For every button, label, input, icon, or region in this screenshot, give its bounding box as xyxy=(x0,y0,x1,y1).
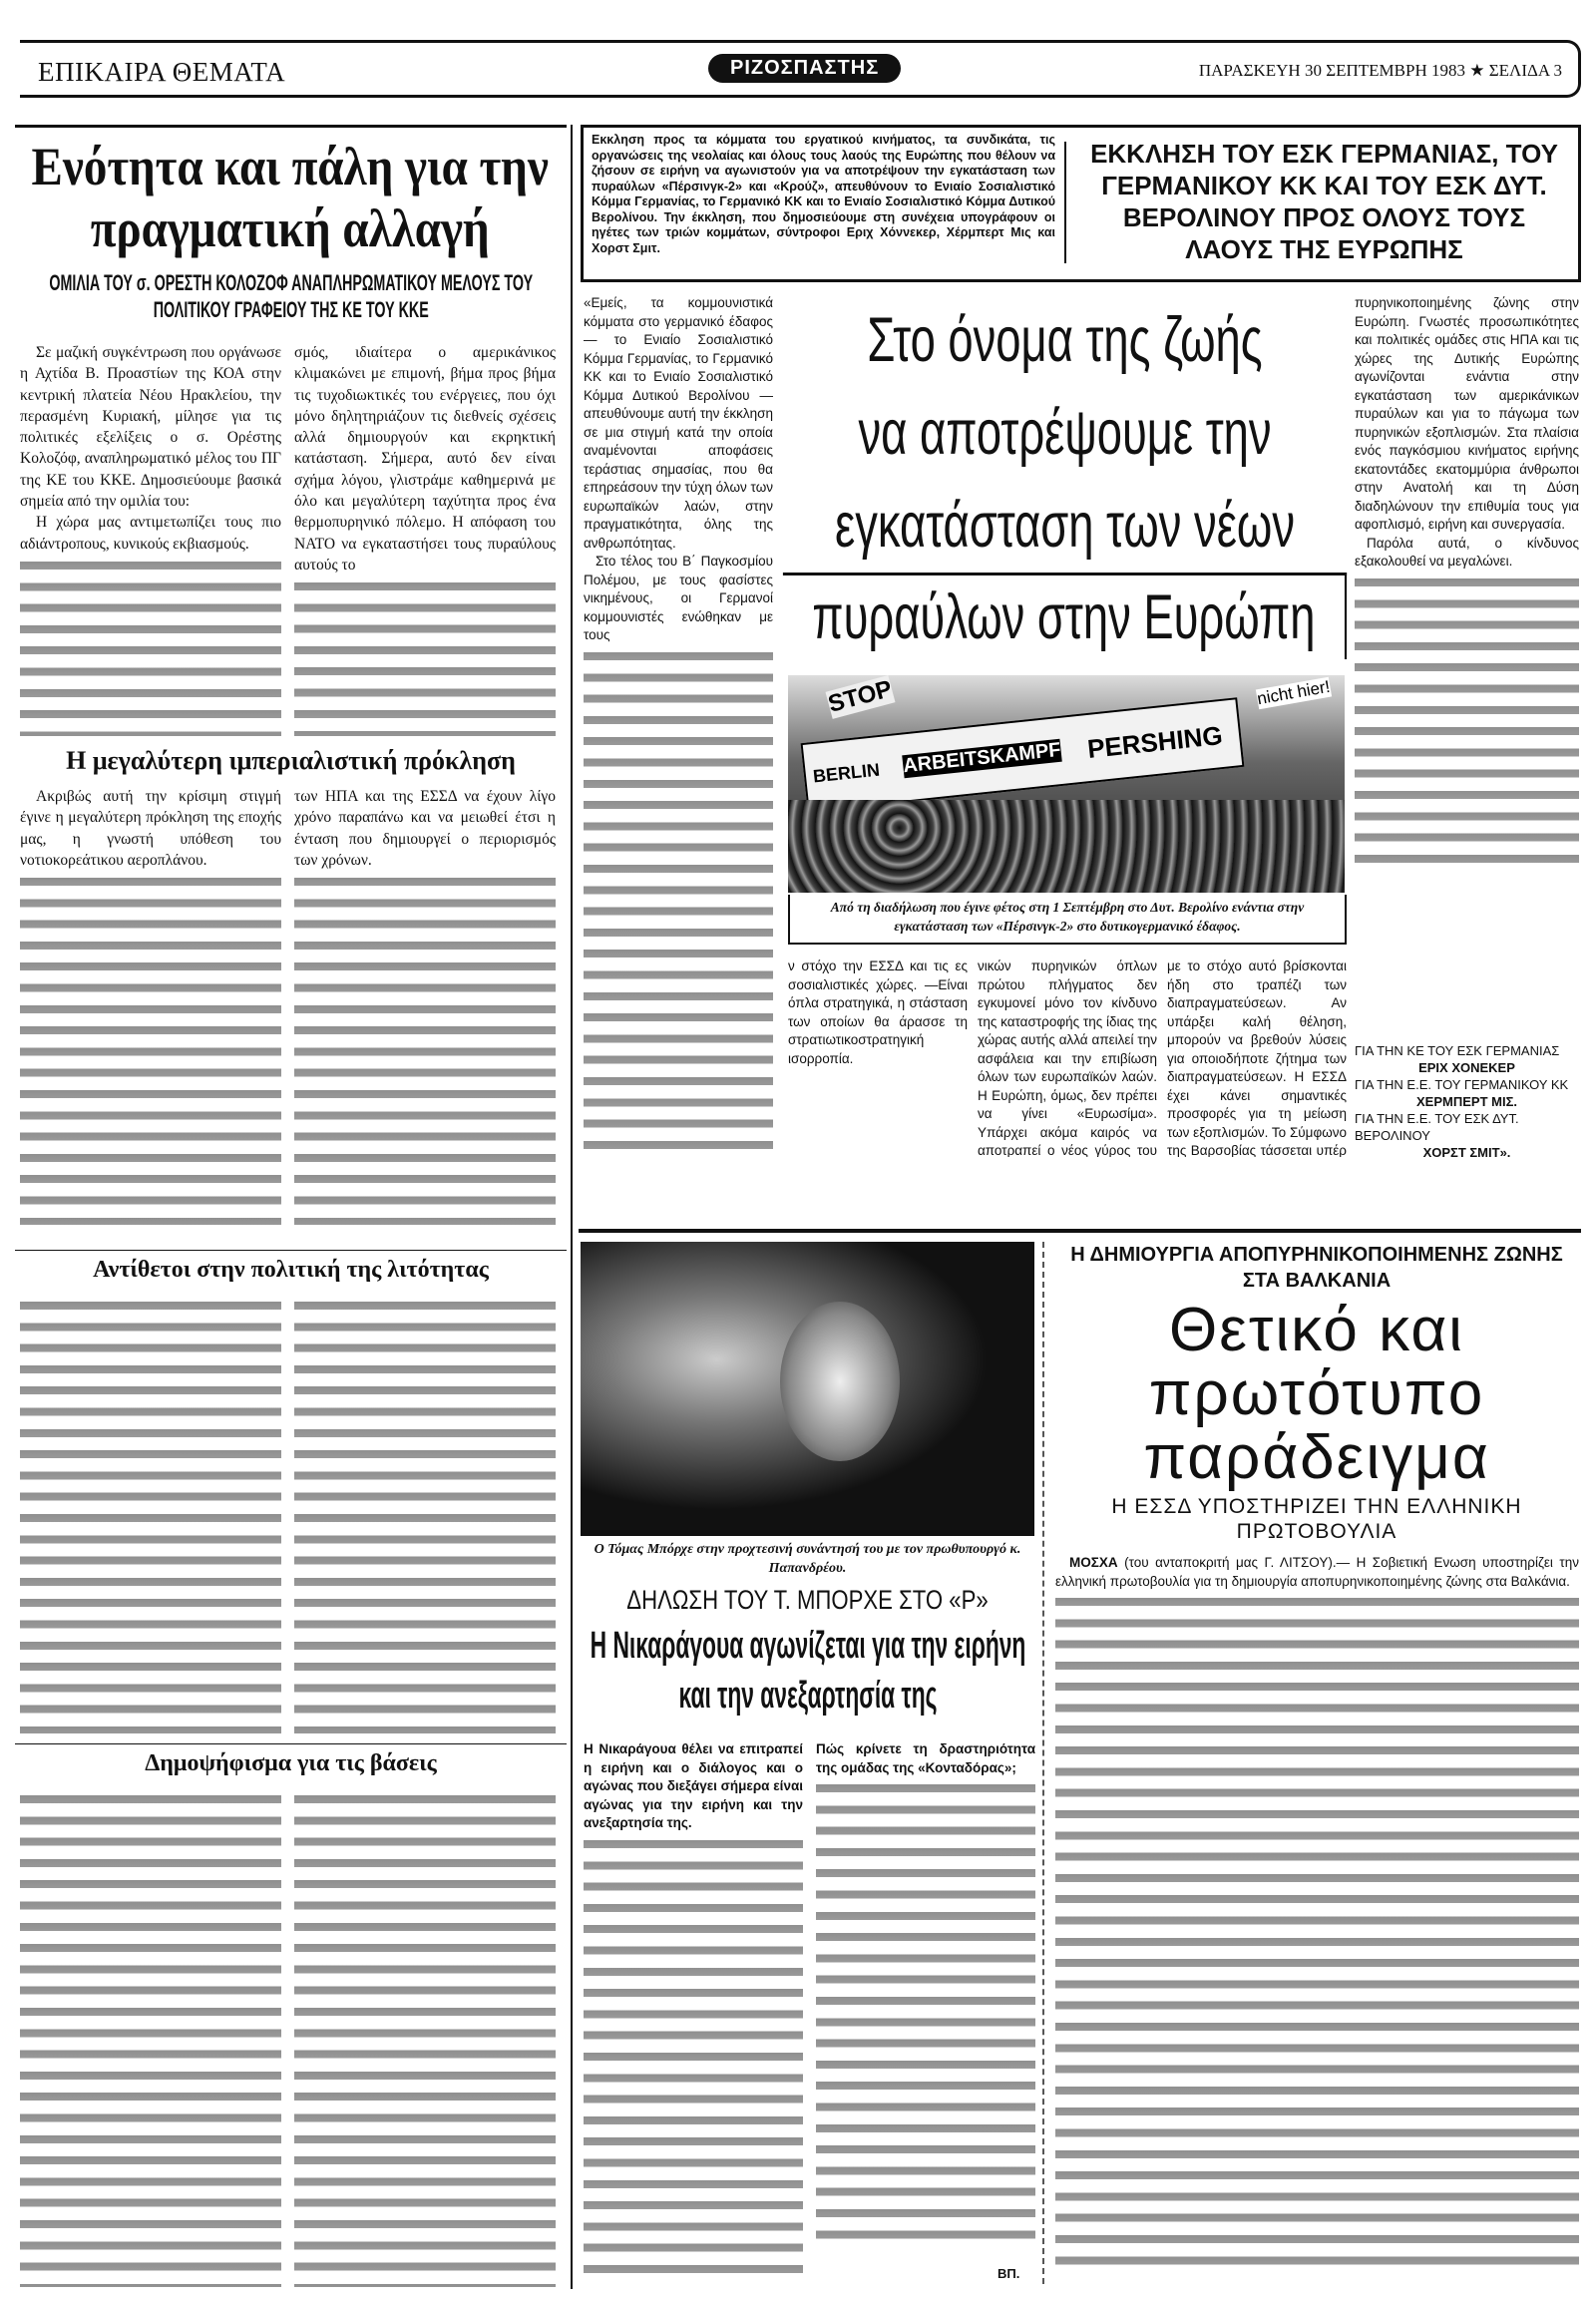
section-heading-referendum: Δημοψήφισμα για τις βάσεις xyxy=(15,1743,567,1777)
masthead-logo: ΡΙΖΟΣΠΑΣΤΗΣ xyxy=(708,54,901,83)
left-subheadline: ΟΜΙΛΙΑ ΤΟΥ σ. ΟΡΕΣΤΗ ΚΟΛΟΖΟΦ ΑΝΑΠΛΗΡΩΜΑΤΙΚΟΥ ΜΕΛΟΥΣ ΤΟΥ ΠΟΛΙΤΙΚΟΥ ΓΡΑΦΕΙΟΥ ΤΗΣ ΚΕ ΤΟΥ ΚΚΕ xyxy=(49,270,534,322)
nicaragua-col-1 xyxy=(584,1740,803,2284)
banner-stop: STOP xyxy=(825,675,896,718)
headline-line: παράδειγμα xyxy=(1143,1423,1490,1492)
text-lines xyxy=(1055,1591,1579,2269)
text-lines xyxy=(584,645,773,1153)
dateline: ΜΟΣΧΑ xyxy=(1069,1555,1118,1570)
headline-line: Στο όνομα της ζωής xyxy=(867,305,1263,375)
banner-berlin: BERLIN xyxy=(812,759,881,787)
nicaragua-col1-text: Η Νικαράγουα θέλει να επιτραπεί η ειρήνη και ο διάλογος και ο αγώνας που διεξάγει σήμερα είναι αγώνας για την ειρήνη και την ανεξαρτησία της. xyxy=(584,1741,803,1830)
text-lines xyxy=(816,1777,1035,2246)
left-s2-col-1 xyxy=(20,786,281,1225)
nicaragua-kicker: ΔΗΛΩΣΗ ΤΟΥ Τ. ΜΠΟΡΧΕ ΣΤΟ «Ρ» xyxy=(626,1585,989,1615)
headline-line: να αποτρέψουμε την xyxy=(858,398,1272,468)
text-lines xyxy=(584,1833,803,2282)
nicaragua-col-2 xyxy=(816,1740,1035,2259)
appeal-intro: Εκκληση προς τα κόμματα του εργατικού κινήματος, τα συνδικάτα, τις οργανώσεις της νεολαίας και όλους τους λαούς της Ευρώπης που θέλουν να ζήσουν σε ειρήνη να αγωνιστούν για να αποτρέψουν την εγκατάσταση των πυραύλων «Πέρσινγκ-2» και «Κρούζ», απευθύνουν το Ενιαίο Σοσιαλιστικό Κόμμα Γερμανίας, το Γερμανικό ΚΚ και το Ενιαίο Σοσιαλιστικό Κόμμα Δυτικού Βερολίνου. Την έκκληση, που δημοσιεύουμε στη συνέχεια υπογράφουν οι ηγέτες των τριών κομμάτων, σύντροφοι Εριχ Χόννεκερ, Χέρμπερτ Μις και Χορστ Σμιτ. xyxy=(592,133,1055,255)
lower-text-3: με το στόχο αυτό βρίσκονται ήδη στο τραπέζι των διαπραγματεύσεων. Αν υπάρξει καλή θέληση, μπορούν να βρεθούν λύσεις για οποιοδήποτε ζήτημα των διαπραγματεύσεων. Η ΕΣΣΔ έχει κάνει σημαντικές προσφορές για τη μείωση των εξοπλισμών. Το Σύμφωνο της Βαρσοβίας τάσσεται υπέρ xyxy=(1167,958,1347,1157)
text-lines xyxy=(294,1788,556,2287)
text-lines xyxy=(294,1295,556,1733)
left-headline: Ενότητα και πάλη για την πραγματική αλλαγή xyxy=(31,137,549,258)
balkan-headline xyxy=(1052,1296,1581,1492)
demonstration-caption: Από τη διαδήλωση που έγινε φέτος στη 1 Σεπτέμβρη στο Δυτ. Βερολίνο ενάντια στην εγκατάσταση των «Πέρσινγκ-2» στο δυτικογερμανικό έδαφος. xyxy=(830,900,1305,934)
signature-role: ΓΙΑ ΤΗΝ Ε.Ε. ΤΟΥ ΓΕΡΜΑΝΙΚΟΥ ΚΚ xyxy=(1355,1077,1569,1092)
appeal-headline: ΕΚΚΛΗΣΗ ΤΟΥ ΕΣΚ ΓΕΡΜΑΝΙΑΣ, ΤΟΥ ΓΕΡΜΑΝΙΚΟΥ ΚΚ ΚΑΙ ΤΟΥ ΕΣΚ ΔΥΤ. ΒΕΡΟΛΙΝΟΥ ΠΡΟΣ ΟΛΟΥΣ ΤΟΥΣ ΛΑΟΥΣ ΤΗΣ ΕΥΡΩΠΗΣ xyxy=(1090,139,1558,264)
peace-right-text-2: Παρόλα αυτά, ο κίνδυνος εξακολουθεί να μεγαλώνει. xyxy=(1355,535,1579,569)
signature-role: ΓΙΑ ΤΗΝ ΚΕ ΤΟΥ ΕΣΚ ΓΕΡΜΑΝΙΑΣ xyxy=(1355,1043,1560,1058)
box-divider xyxy=(1064,142,1066,263)
text-lines xyxy=(20,1295,281,1733)
borge-photo-caption: Ο Τόμας Μπόρχε στην προχτεσινή συνάντησή του με τον πρωθυπουργό κ. Παπανδρέου. xyxy=(594,1542,1021,1576)
peace-headline xyxy=(783,294,1347,659)
lower-text-2: νικών πυρηνικών όπλων πρώτου πλήγματος δεν εγκυμονεί μόνο τον κίνδυνο της καταστροφής της ίδιας της χώρας αυτής αλλά απειλεί την ασφάλεια και την επιβίωση όλων των ευρωπαϊκών λαών. Η Ευρώπη, όμως, δεν πρέπει να γίνει «Ευρωσίμα». Υπάρχει ακόμα καιρός να αποτραπεί ο νέος γύρος του xyxy=(978,958,1157,1157)
headline-line: πρωτότυπο xyxy=(1148,1359,1485,1428)
headline-line: Θετικό και xyxy=(1169,1296,1464,1364)
headline-line: εγκατάσταση των νέων xyxy=(834,491,1296,561)
balkan-lead: (του ανταποκριτή μας Γ. ΛΙΤΣΟΥ).— Η Σοβιετική Ενωση υποστηρίζει την ελληνική πρωτοβουλία για τη δημιουργία αποπυρηνικοποιημένης ζώνης στα Βαλκάνια. xyxy=(1055,1555,1579,1589)
signatures xyxy=(1355,1042,1579,1161)
s2-col1-text: Ακριβώς αυτή την κρίσιμη στιγμή έγινε η μεγαλύτερη πρόκληση της εποχής μας, η γνωστή υπόθεση του νοτιοκορεάτικου αεροπλάνου. xyxy=(20,788,281,869)
text-lines xyxy=(20,871,281,1225)
section-heading-austerity: Αντίθετοι στην πολιτική της λιτότητας xyxy=(15,1250,567,1284)
balkan-body xyxy=(1055,1554,1579,2284)
peace-lower-col-2 xyxy=(978,958,1157,1157)
balkan-subheadline: Η ΕΣΣΔ ΥΠΟΣΤΗΡΙΖΕΙ ΤΗΝ ΕΛΛΗΝΙΚΗ ΠΡΩΤΟΒΟΥΛΙΑ xyxy=(1111,1495,1522,1543)
signature-name: ΧΟΡΣΤ ΣΜΙΤ». xyxy=(1422,1145,1511,1160)
horizontal-rule xyxy=(579,1229,1581,1233)
peace-left-col xyxy=(584,294,773,1152)
appeal-box xyxy=(581,125,1581,282)
text-lines xyxy=(294,871,556,1225)
banner-arbeit: ARBEITSKAMPF xyxy=(902,738,1062,778)
crowd xyxy=(788,800,1345,893)
left-article xyxy=(15,125,567,2289)
left-intro: Σε μαζική συγκέντρωση που οργάνωσε η Αχτίδα Β. Προαστίων της ΚΟΑ στην κεντρική πλατεία Νέου Ηρακλείου, την περασμένη Κυριακή, μίλησε για τις πολιτικές εξελίξεις ο σ. Ορέστης Κολοζόφ, αναπληρωματικό μέλος του ΠΓ της ΚΕ του ΚΚΕ. Δημοσιεύουμε βασικά σημεία από την ομιλία του: xyxy=(20,344,281,511)
page-header xyxy=(20,40,1581,98)
peace-right-text: πυρηνικοποιημένης ζώνης στην Ευρώπη. Γνωστές προσωπικότητες και πολιτικές ομάδες στις ΗΠΑ και τις χώρες της Δυτικής Ευρώπης αγωνίζονται ενάντια στην εγκατάσταση των αμερικάνικων πυραύλων και για το πάγωμα των πυρηνικών εξοπλισμών. Στα πλαίσια ενός παγκόσμιου κινήματος ειρήνης εκατοντάδες εκατομμύρια άνθρωποι στην Ανατολή και τη Δύση διαδηλώνουν την επιθυμία τους για αφοπλισμό, ειρήνη και συνεργασία. xyxy=(1355,295,1579,532)
signature-name: ΧΕΡΜΠΕΡΤ ΜΙΣ. xyxy=(1416,1094,1517,1109)
column-divider xyxy=(571,125,573,2289)
left-col2-text: σμός, ιδιαίτερα ο αμερικάνικος κλιμακώνει με επιμονή, βήμα προς βήμα τις τυχοδιωκτικές του ενέργειες, που όχι μόνο δηλητηριάζουν τις διεθνείς σχέσεις αλλά δημιουργούν και εκρηκτική κατάσταση. Σήμερα, αυτό δεν είναι σχήμα λόγου, γλιστράμε καθημερινά με όλο και μεγαλύτερη ταχύτητα προς ένα θερμοπυρηνικό πόλεμο. Η απόφαση του ΝΑΤΟ να εγκαταστήσει τους πυραύλους αυτούς το xyxy=(294,344,556,574)
headline-line: πυραύλων στην Ευρώπη xyxy=(783,573,1347,659)
left-col-1 xyxy=(20,342,281,736)
left-p1: Η χώρα μας αντιμετωπίζει τους πιο αδιάντροπους, κυνικούς εκβιασμούς. xyxy=(20,514,281,553)
borge-papandreou-photo xyxy=(581,1242,1034,1536)
balkan-kicker: Η ΔΗΜΙΟΥΡΓΙΑ ΑΠΟΠΥΡΗΝΙΚΟΠΟΙΗΜΕΝΗΣ ΖΩΝΗΣ ΣΤΑ ΒΑΛΚΑΝΙΑ xyxy=(1070,1244,1563,1292)
date-page: ΠΑΡΑΣΚΕΥΗ 30 ΣΕΠΤΕΜΒΡΗ 1983 ★ ΣΕΛΙΔΑ 3 xyxy=(1198,61,1562,80)
nicaragua-headline: Η Νικαράγουα αγωνίζεται για την ειρήνη και την ανεξαρτησία της xyxy=(590,1625,1026,1717)
section-title: ΕΠΙΚΑΙΡΑ ΘΕΜΑΤΑ xyxy=(38,57,286,87)
left-s2-col-2 xyxy=(294,786,556,1225)
author-initials: ΒΠ. xyxy=(998,2266,1020,2281)
text-lines xyxy=(294,575,556,736)
photo-caption-box xyxy=(788,895,1347,945)
section-heading-imperialist: Η μεγαλύτερη ιμπεριαλιστική πρόκληση xyxy=(66,746,516,775)
s2-col2-text: των ΗΠΑ και της ΕΣΣΔ να έχουν λίγο χρόνο παραπάνω και να μειωθεί έτσι η ένταση που δημιουργεί ο περιορισμός των χρόνων. xyxy=(294,788,556,869)
peace-right-col xyxy=(1355,294,1579,1032)
signature-role: ΓΙΑ ΤΗΝ Ε.Ε. ΤΟΥ ΕΣΚ ΔΥΤ. ΒΕΡΟΛΙΝΟΥ xyxy=(1355,1111,1519,1143)
demonstration-photo xyxy=(788,675,1345,893)
text-lines xyxy=(1355,572,1579,871)
text-lines xyxy=(20,1788,281,2287)
banner-pershing: PERSHING xyxy=(1085,719,1224,765)
dashed-divider xyxy=(1042,1242,1044,2284)
person-face xyxy=(780,1302,900,1461)
text-lines xyxy=(20,555,281,736)
nicaragua-col2-text: Πώς κρίνετε τη δραστηριότητα της ομάδας της «Κονταδόρας»; xyxy=(816,1741,1035,1775)
peace-lower-col-3 xyxy=(1167,958,1347,1157)
peace-left-text: «Εμείς, τα κομμουνιστικά κόμματα στο γερμανικό έδαφος — το Ενιαίο Σοσιαλιστικό Κόμμα Γερμανίας, το Γερμανικό ΚΚ και το Ενιαίο Σοσιαλιστικό Κόμμα Δυτικού Βερολίνου — απευθύνουμε αυτή την έκκληση σε μια στιγμή κατά την οποία αναμένονται αποφάσεις τεράστιας σημασίας, που θα επηρεάσουν την τύχη όλων των ευρωπαϊκών λαών, στην πραγματικότητα, όλης της ανθρωπότητας. xyxy=(584,295,773,551)
banner-nicht-hier: nicht hier! xyxy=(1255,676,1332,709)
lower-text-1: ν στόχο την ΕΣΣΔ και τις ες σοσιαλιστικές χώρες. —Είναι όπλα στρατηγικά, η στάσταση των οποίων θα άρασσε τη στρατιωτικοστρατηγική ισορροπία. xyxy=(788,958,968,1066)
left-col-2 xyxy=(294,342,556,736)
signature-name: ΕΡΙΧ ΧΟΝΕΚΕΡ xyxy=(1418,1060,1515,1075)
peace-lower-col-1 xyxy=(788,958,968,1157)
peace-left-text-2: Στο τέλος του Β΄ Παγκοσμίου Πολέμου, με τους φασίστες νικημένους, οι Γερμανοί κομμουνιστές ενώθηκαν με τους xyxy=(584,554,773,642)
